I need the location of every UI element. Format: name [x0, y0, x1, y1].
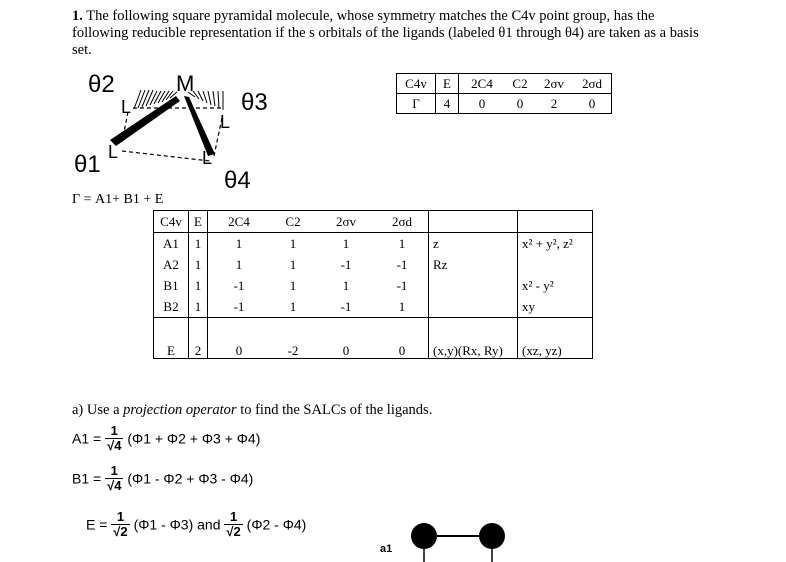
table-cell: (xz, yz) [518, 318, 593, 359]
ligand-label-lower-left: L [108, 142, 119, 162]
orbital-lobe-left [411, 523, 437, 549]
molecule-diagram [70, 66, 300, 192]
theta-1-label: θ1 [74, 151, 101, 178]
table-cell: 1 [342, 236, 350, 251]
part-a-suffix: to find the SALCs of the ligands. [236, 402, 433, 418]
table-cell: B1 [154, 275, 189, 296]
table-cell: C4v [397, 74, 436, 94]
fraction-numerator: 1 [110, 423, 118, 438]
part-a-prompt [72, 402, 432, 419]
table-cell: 1 [342, 278, 350, 293]
table-row [397, 94, 612, 114]
table-cell: 2σd [573, 74, 612, 94]
table-header-row [397, 74, 612, 94]
table-row [154, 275, 593, 296]
table-cell: 4 [436, 94, 459, 114]
table-cell: B2 [154, 296, 189, 318]
salc-e-label: E = [86, 516, 108, 533]
table-cell [429, 296, 518, 318]
table-cell: 1 [189, 233, 208, 255]
table-cell: Γ [397, 94, 436, 114]
fraction-numerator: 1 [229, 509, 238, 524]
table-cell: C4v [154, 211, 189, 233]
table-cell: E [436, 74, 459, 94]
fraction-denominator: √4 [107, 478, 122, 493]
table-cell [429, 275, 518, 296]
table-cell: C2 [505, 74, 535, 94]
fraction-numerator: 1 [116, 509, 125, 524]
table-cell: x² + y², z² [518, 233, 593, 255]
gamma-decomposition: Γ = A1+ B1 + E [72, 192, 164, 207]
table-cell: 1 [289, 257, 297, 272]
table-cell: E [189, 211, 208, 233]
table-cell: C2 [270, 211, 316, 233]
table-row [154, 233, 593, 255]
theta-4-label: θ4 [224, 167, 251, 192]
salc-e-fraction-2 [224, 510, 242, 539]
table-cell: 2 [535, 94, 573, 114]
table-cell: xy [518, 296, 593, 318]
table-header-row [154, 211, 593, 233]
salc-a1-label: A1 = [72, 430, 102, 447]
table-cell: A2 [154, 254, 189, 275]
table-cell: 0 [316, 318, 376, 359]
orbital-diagram [404, 520, 514, 562]
theta-3-label: θ3 [241, 89, 268, 116]
table-row [154, 318, 593, 359]
orbital-lobe-right [479, 523, 505, 549]
salc-b1-expression: (Φ1 - Φ2 + Φ3 - Φ4) [127, 470, 254, 487]
table-cell: x² - y² [518, 275, 593, 296]
metal-label: M [176, 71, 195, 96]
salc-b1-fraction [105, 464, 123, 493]
table-cell: -1 [376, 254, 429, 275]
salc-a1 [72, 424, 260, 453]
table-cell: 0 [505, 94, 535, 114]
table-cell: 1 [376, 296, 429, 318]
table-cell: Rz [429, 254, 518, 275]
salc-b1 [72, 464, 253, 493]
table-cell: 0 [376, 318, 429, 359]
table-cell: -1 [340, 257, 352, 272]
table-cell: 1 [289, 278, 297, 293]
salc-a1-fraction [105, 424, 123, 453]
table-cell [429, 211, 518, 233]
table-cell: 1 [208, 233, 271, 255]
salc-e [86, 510, 306, 539]
salc-e-expression-1: (Φ1 - Φ3) and [133, 516, 221, 533]
table-cell: -1 [376, 275, 429, 296]
table-cell: 2C4 [459, 74, 506, 94]
table-row [154, 254, 593, 275]
table-cell: 1 [189, 296, 208, 318]
part-a-emphasis: projection operator [123, 402, 237, 418]
salc-e-fraction-1 [111, 510, 129, 539]
question-number: 1. [72, 8, 83, 24]
table-cell: 1 [289, 299, 297, 314]
character-table [153, 210, 593, 359]
salc-e-expression-2: (Φ2 - Φ4) [246, 516, 307, 533]
table-cell: 2 [189, 318, 208, 359]
reducible-representation-table [396, 73, 612, 114]
question-body: The following square pyramidal molecule, whose symmetry matches the C4v point group, has the following reducible representation if the s orbitals of the ligands (labeled θ1 through θ4) are taken as a basis set. [72, 8, 699, 58]
table-cell [518, 211, 593, 233]
table-cell: 2σv [535, 74, 573, 94]
table-cell: 2σd [376, 211, 429, 233]
table-cell: 0 [459, 94, 506, 114]
salc-b1-label: B1 = [72, 470, 102, 487]
ligand-label-upper-right: L [220, 112, 231, 132]
table-cell: 2σv [316, 211, 376, 233]
table-cell: -1 [340, 299, 352, 314]
table-row [154, 296, 593, 318]
fraction-numerator: 1 [110, 463, 118, 478]
salc-a1-expression: (Φ1 + Φ2 + Φ3 + Φ4) [127, 430, 261, 447]
table-cell: 0 [208, 318, 271, 359]
fraction-denominator: √2 [226, 524, 241, 539]
ligand-label-lower-right: L [202, 148, 213, 168]
table-cell: E [154, 318, 189, 359]
table-cell: -2 [270, 318, 316, 359]
theta-2-label: θ2 [88, 71, 115, 98]
table-cell: A1 [154, 233, 189, 255]
table-cell: 2C4 [208, 211, 271, 233]
table-cell: z [429, 233, 518, 255]
ligand-label-upper-left: L [121, 97, 132, 117]
table-cell: 1 [189, 275, 208, 296]
table-cell: -1 [208, 296, 271, 318]
table-cell: 1 [289, 236, 297, 251]
table-cell: 1 [376, 233, 429, 255]
table-cell [518, 254, 593, 275]
orbital-diagram-label: a1 [380, 543, 393, 555]
table-cell: 1 [208, 254, 271, 275]
table-cell: 1 [189, 254, 208, 275]
table-cell: -1 [208, 275, 271, 296]
table-cell: 0 [573, 94, 612, 114]
question-text [72, 8, 708, 59]
fraction-denominator: √2 [113, 524, 128, 539]
part-a-prefix: a) Use a [72, 402, 124, 418]
fraction-denominator: √4 [107, 438, 122, 453]
table-cell: (x,y)(Rx, Ry) [429, 318, 518, 359]
